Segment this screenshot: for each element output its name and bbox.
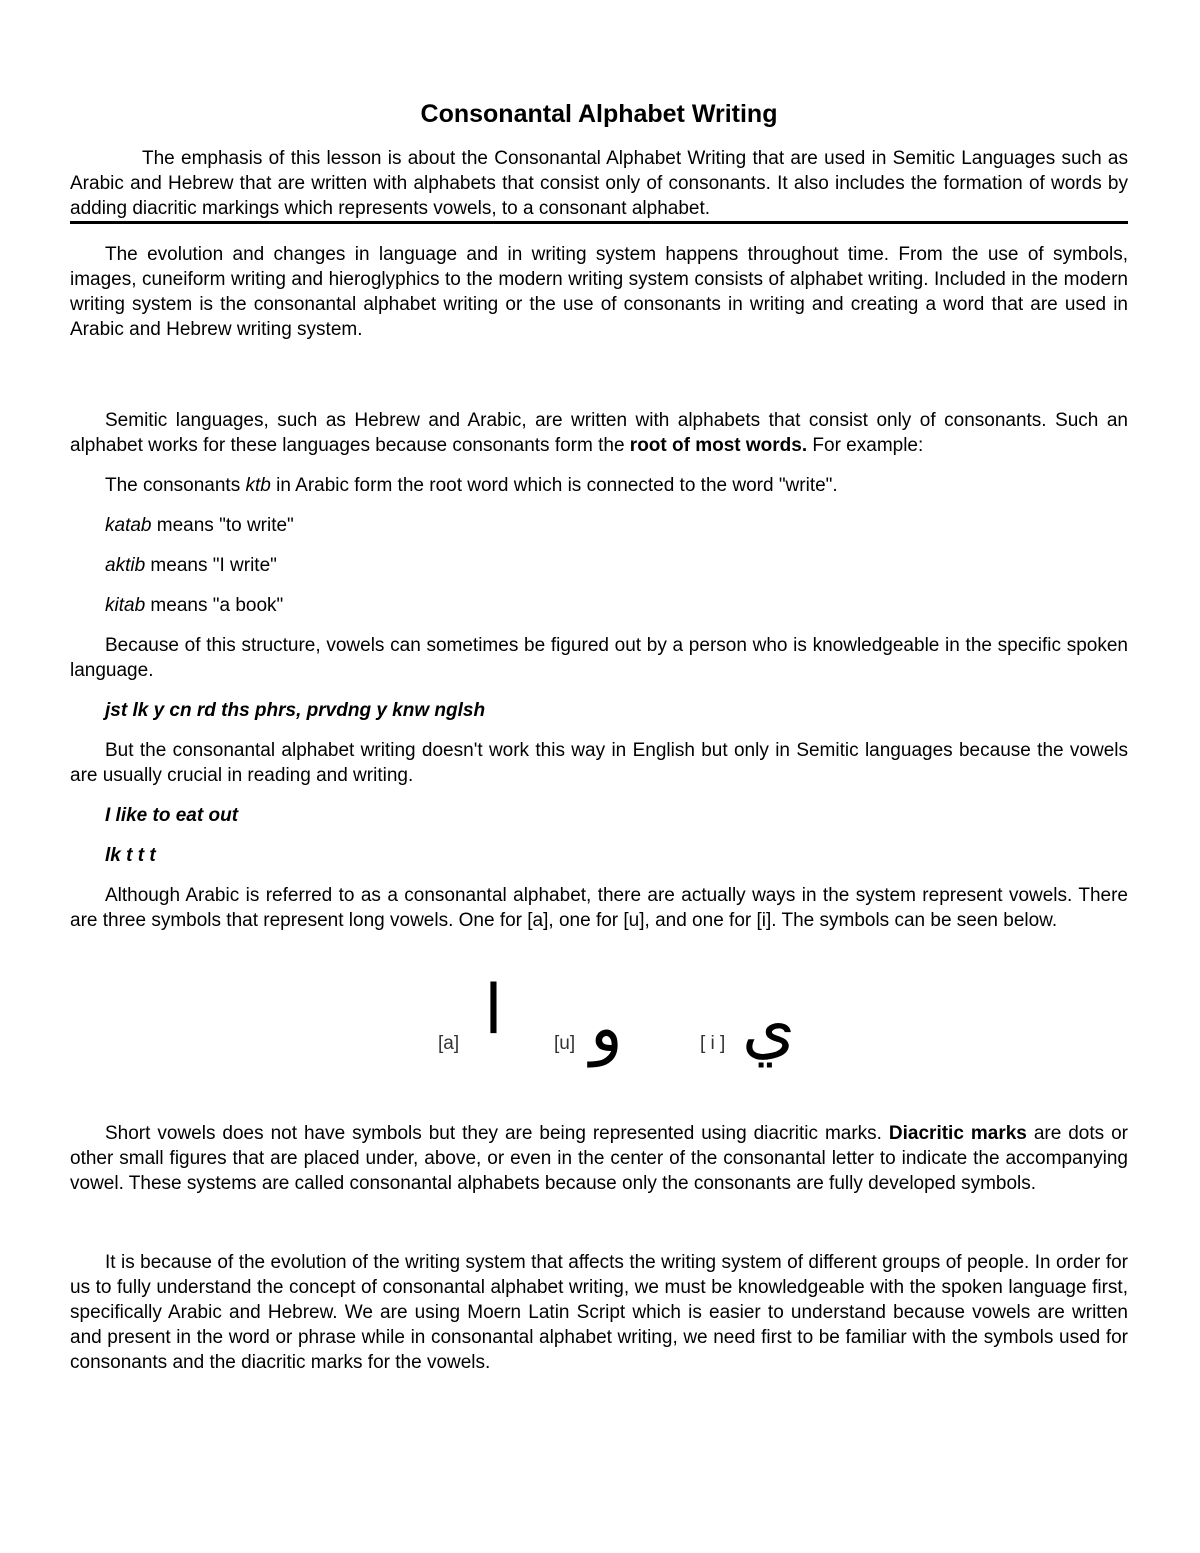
semitic-text-before: Semitic languages, such as Hebrew and Arabic, are written with alphabets that consist only of consonants. Such an alphabet works for these languages because consonants form the (70, 410, 1128, 456)
example-word: aktib (105, 555, 146, 576)
example-word: kitab (105, 595, 146, 616)
ktb-word: ktb (245, 475, 271, 496)
example-sentence: I like to eat out (105, 805, 239, 826)
example-word: katab (105, 515, 152, 536)
example-line (70, 513, 1128, 538)
long-vowels-paragraph: Although Arabic is referred to as a consonantal alphabet, there are actually ways in the system represent vowels. There are three symbols that represent long vowels. One for [a], one for [u], and one for [i]. The symbols can be seen below. (70, 885, 1128, 931)
arabic-ya-glyph: ي (742, 989, 796, 1068)
vowel-label-a: [a] (438, 1033, 460, 1054)
example-line (70, 553, 1128, 578)
horizontal-divider (70, 221, 1128, 224)
document-page (70, 95, 1128, 1375)
semitic-text-after: For example: (807, 435, 924, 456)
diacritics-text-before: Short vowels does not have symbols but they are being represented using diacritic marks. (105, 1123, 889, 1144)
structure-paragraph: Because of this structure, vowels can sometimes be figured out by a person who is knowledgeable in the specific spoken language. (70, 635, 1128, 681)
vowel-symbols-figure (70, 961, 1128, 1101)
conclusion-paragraph: It is because of the evolution of the writing system that affects the writing system of different groups of people. In order for us to fully understand the concept of consonantal alphabet writing, we must be knowledgeable with the spoken language first, specifically Arabic and Hebrew. We are using Moern Latin Script which is easier to understand because vowels are written and present in the word or phrase while in consonantal alphabet writing, we need first to be familiar with the symbols used for consonants and the diacritic marks for the vowels. (70, 1252, 1128, 1373)
intro-paragraph: The emphasis of this lesson is about the Consonantal Alphabet Writing that are used in Semitic Languages such as Arabic and Hebrew that are written with alphabets that consist only of consonants. It also includes the formation of words by adding diacritic markings which represents vowels, to a consonant alphabet. (70, 148, 1128, 219)
ktb-text-after: in Arabic form the root word which is connected to the word "write". (270, 475, 838, 496)
vowel-label-i: [ i ] (700, 1033, 726, 1054)
example-meaning: means "a book" (145, 595, 284, 616)
example-line (70, 593, 1128, 618)
arabic-alif-glyph: ا (484, 971, 503, 1050)
semitic-bold-text: root of most words. (629, 435, 808, 456)
page-title: Consonantal Alphabet Writing (420, 100, 778, 128)
diacritics-text-after: are dots or other small figures that are placed under, above, or even in the center of the consonantal letter to indicate the accompanying vowel. These systems are called consonantal alphabets because only the consonants are fully developed symbols. (70, 1123, 1129, 1194)
no-vowels-example: jst lk y cn rd ths phrs, prvdng y knw nglsh (105, 700, 486, 721)
example-sentence-consonants: lk t t t (105, 845, 156, 866)
vowel-label-u: [u] (554, 1033, 576, 1054)
arabic-waw-glyph: و (590, 989, 623, 1068)
diacritics-bold-text: Diacritic marks (888, 1123, 1027, 1144)
evolution-paragraph: The evolution and changes in language and in writing system happens throughout time. From the use of symbols, images, cuneiform writing and hieroglyphics to the modern writing system consists of alphabet writing. Included in the modern writing system is the consonantal alphabet writing or the use of consonants in writing and creating a word that are used in Arabic and Hebrew writing system. (70, 244, 1128, 340)
diacritics-paragraph (70, 1121, 1128, 1196)
example-meaning: means "I write" (145, 555, 277, 576)
example-meaning: means "to write" (151, 515, 294, 536)
english-paragraph: But the consonantal alphabet writing doesn't work this way in English but only in Semitic languages because the vowels are usually crucial in reading and writing. (70, 740, 1128, 786)
ktb-line (70, 473, 1128, 498)
ktb-text-before: The consonants (105, 475, 246, 496)
semitic-paragraph (70, 408, 1128, 458)
